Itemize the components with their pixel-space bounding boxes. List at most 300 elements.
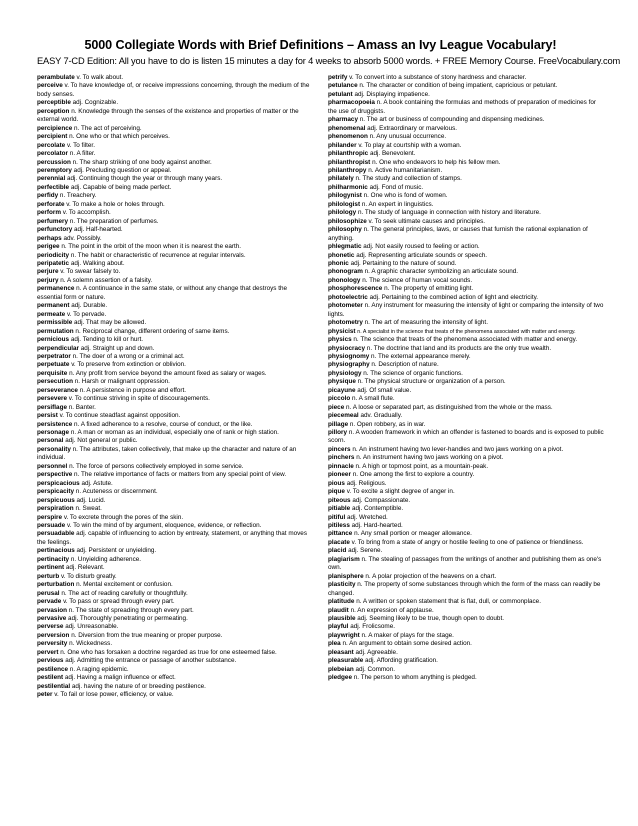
definition-entry xyxy=(328,218,604,226)
entry-word: phonic xyxy=(328,259,349,267)
definition-entry xyxy=(328,184,604,192)
definition-entry xyxy=(37,590,313,598)
entry-definition: n. A specialist in the science that treats of the phenomena associated with matter and energy. xyxy=(357,328,576,335)
entry-word: perambulate xyxy=(37,74,75,81)
entry-word: pharmacy xyxy=(328,116,358,124)
definition-entry xyxy=(328,345,604,353)
entry-definition: n. Description of nature. xyxy=(371,361,439,369)
definition-entry xyxy=(37,184,313,192)
entry-word: perturb xyxy=(37,572,60,580)
entry-definition: adj. Lucid. xyxy=(76,496,106,504)
entry-definition: adj. Representing articulate sounds or speech. xyxy=(356,251,488,259)
definition-entry xyxy=(328,167,604,175)
entry-word: photoelectric xyxy=(328,293,368,301)
definition-entry xyxy=(328,412,604,420)
entry-word: perpendicular xyxy=(37,344,79,352)
entry-definition: adj. Continuing though the year or through many years. xyxy=(66,175,223,183)
entry-definition: n. An instrument having two lever-handles and two jaws working on a pivot. xyxy=(352,445,564,453)
entry-word: pious xyxy=(328,479,345,487)
entry-definition: v. To accomplish. xyxy=(62,209,111,217)
entry-word: perforate xyxy=(37,200,65,208)
entry-definition: n. The general principles, laws, or causes that furnish the rational explanation of anything. xyxy=(328,226,588,242)
entry-definition: adj. Wretched. xyxy=(347,513,388,521)
definition-entry xyxy=(37,167,313,175)
entry-definition: n. A loose or separated part, as distinguished from the whole or the mass. xyxy=(346,403,553,411)
entry-definition: v. To swear falsely to. xyxy=(60,268,121,276)
entry-word: perjure xyxy=(37,268,59,276)
entry-word: piccolo xyxy=(328,395,351,403)
entry-definition: adj. Straight up and down. xyxy=(80,344,155,352)
entry-word: physics xyxy=(328,336,352,344)
entry-definition: n. A graphic character symbolizing an articulate sound. xyxy=(364,268,519,276)
entry-definition: v. To filter. xyxy=(66,141,95,149)
entry-word: physiognomy xyxy=(328,352,370,360)
definition-entry xyxy=(328,243,604,251)
entry-definition: n. Acuteness or discernment. xyxy=(75,488,158,496)
definition-entry xyxy=(37,336,313,344)
entry-definition: n. The act of reading carefully or thoughtfully. xyxy=(61,589,188,597)
definition-entry xyxy=(328,454,604,462)
entry-definition: n. A high or topmost point, as a mountain-peak. xyxy=(355,462,489,470)
entry-definition: n. The art or business of compounding and dispensing medicines. xyxy=(359,116,545,124)
definition-entry xyxy=(328,150,604,158)
entry-definition: n. Treachery. xyxy=(59,192,97,200)
entry-definition: adj. Not general or public. xyxy=(65,437,138,445)
entry-definition: adj. Cognizable. xyxy=(72,99,119,107)
entry-definition: v. To preserve from extinction or oblivion. xyxy=(71,361,186,369)
entry-word: percipient xyxy=(37,133,68,141)
definition-entry xyxy=(37,666,313,674)
entry-definition: adj. Benevolent. xyxy=(369,150,416,158)
definition-entry xyxy=(37,74,313,82)
entry-definition: n. The character or condition of being impatient, capricious or petulant. xyxy=(359,82,558,90)
definition-entry xyxy=(328,99,604,116)
entry-word: persuadable xyxy=(37,530,75,538)
entry-definition: n. A raging epidemic. xyxy=(69,665,129,673)
definition-entry xyxy=(328,488,604,496)
entry-word: perfumery xyxy=(37,217,69,225)
entry-word: plea xyxy=(328,640,341,648)
entry-definition: adj. Not easily roused to feeling or action. xyxy=(363,243,480,251)
entry-word: perspire xyxy=(37,513,63,521)
definition-entry xyxy=(37,328,313,336)
entry-word: pillage xyxy=(328,420,349,428)
entry-definition: v. To convert into a substance of stony hardness and character. xyxy=(349,74,527,81)
entry-word: pitiful xyxy=(328,513,346,521)
entry-word: persistence xyxy=(37,420,73,428)
definition-entry xyxy=(328,252,604,260)
entry-definition: n. Unyielding adherence. xyxy=(70,555,142,563)
entry-definition: n. The science that treats of the phenomena associated with matter and energy. xyxy=(353,336,578,344)
entry-word: perspicacious xyxy=(37,479,80,487)
entry-word: perpetrator xyxy=(37,352,71,360)
definition-entry xyxy=(37,345,313,353)
entry-word: peter xyxy=(37,691,53,699)
entry-definition: n. Any small portion or meager allowance. xyxy=(354,530,472,538)
definition-entry xyxy=(328,497,604,505)
entry-definition: n. An expression of applause. xyxy=(350,606,434,614)
entry-word: perusal xyxy=(37,589,60,597)
entry-word: perturbation xyxy=(37,581,75,589)
definition-entry xyxy=(328,598,604,606)
entry-definition: adj. Displaying impatience. xyxy=(354,90,430,98)
entry-word: perform xyxy=(37,209,61,217)
definition-entry xyxy=(328,387,604,395)
entry-word: perceptible xyxy=(37,99,71,107)
entry-word: persiflage xyxy=(37,403,67,411)
definition-entry xyxy=(37,218,313,226)
definition-entry xyxy=(37,252,313,260)
entry-word: phosphorescence xyxy=(328,285,383,293)
entry-definition: adj. Thoroughly penetrating or permeating. xyxy=(68,615,188,622)
definition-entry xyxy=(37,607,313,615)
definition-entry xyxy=(328,514,604,522)
entry-definition: n. One who is fond of women. xyxy=(363,192,448,200)
definition-entry xyxy=(328,336,604,344)
entry-definition: adj. Frolicsome. xyxy=(350,623,395,631)
entry-word: pestilent xyxy=(37,674,64,682)
entry-word: persuade xyxy=(37,522,66,530)
entry-word: perspiration xyxy=(37,505,74,513)
entry-definition: n. The attributes, taken collectively, that make up the character and nature of an individual. xyxy=(37,445,297,462)
entry-definition: n. Diversion from the true meaning or proper purpose. xyxy=(71,631,223,639)
entry-word: pittance xyxy=(328,530,353,538)
definition-entry xyxy=(328,328,604,336)
definition-entry xyxy=(328,632,604,640)
definition-entry xyxy=(328,91,604,99)
entry-definition: v. To continue striving in spite of discouragements. xyxy=(68,395,210,403)
definition-entry xyxy=(328,446,604,454)
definition-entry xyxy=(328,159,604,167)
entry-definition: adj. Fond of music. xyxy=(369,183,424,191)
entry-word: phenomenal xyxy=(328,124,366,132)
entry-word: perspicuous xyxy=(37,496,75,504)
entry-definition: adj. Half-hearted. xyxy=(74,226,123,234)
entry-definition: adj. Hard-hearted. xyxy=(351,522,403,530)
entry-word: piteous xyxy=(328,496,351,504)
entry-word: piecemeal xyxy=(328,412,359,420)
entry-word: perversity xyxy=(37,640,68,648)
entry-word: peripatetic xyxy=(37,259,70,267)
entry-definition: n. A continuance in the same state, or without any change that destroys the essential form or nature. xyxy=(37,285,288,301)
definition-entry xyxy=(37,623,313,631)
entry-definition: adj. Having a malign influence or effect. xyxy=(64,674,176,682)
definition-entry xyxy=(37,133,313,141)
entry-word: phonogram xyxy=(328,268,363,276)
entry-word: plagiarism xyxy=(328,555,360,563)
entry-definition: v. To disturb greatly. xyxy=(60,572,117,580)
entry-definition: n. The study of language in connection with history and literature. xyxy=(357,209,541,217)
definition-entry xyxy=(37,556,313,564)
entry-definition: adj. Of small value. xyxy=(357,386,412,394)
entry-word: personnel xyxy=(37,462,68,470)
entry-word: pertinacious xyxy=(37,547,75,555)
definition-entry xyxy=(37,615,313,623)
entry-word: persevere xyxy=(37,395,67,403)
entry-word: pinnacle xyxy=(328,462,354,470)
entry-word: perjury xyxy=(37,276,59,284)
definition-entry xyxy=(37,285,313,302)
definition-entry xyxy=(328,209,604,217)
entry-word: perhaps xyxy=(37,234,62,242)
entry-word: pitiless xyxy=(328,522,350,530)
definition-entry xyxy=(37,243,313,251)
entry-definition: n. The sharp striking of one body against another. xyxy=(72,158,212,166)
entry-definition: n. One who or that which perceives. xyxy=(69,133,170,141)
entry-word: placate xyxy=(328,538,350,546)
definition-entry xyxy=(328,480,604,488)
entry-word: philanthropy xyxy=(328,166,367,174)
definition-entry xyxy=(328,175,604,183)
definition-entry xyxy=(328,657,604,665)
entry-definition: n. The art of measuring the intensity of light. xyxy=(364,319,488,327)
entry-word: pinchers xyxy=(328,454,355,462)
definition-entry xyxy=(328,429,604,446)
definition-entry xyxy=(37,514,313,522)
entry-word: photometer xyxy=(328,302,363,310)
entry-definition: adj. Tending to kill or hurt. xyxy=(70,336,144,344)
entry-definition: n. The relative importance of facts or matters from any special point of view. xyxy=(74,471,287,479)
entry-word: playwright xyxy=(328,631,360,639)
entry-definition: v. To pervade. xyxy=(66,310,107,318)
definition-entry xyxy=(328,640,604,648)
entry-word: philander xyxy=(328,141,357,149)
definition-entry xyxy=(328,539,604,547)
entry-definition: n. The physical structure or organization of a person. xyxy=(357,378,506,386)
entry-word: phonetic xyxy=(328,251,355,259)
entry-word: pestilential xyxy=(37,682,71,690)
entry-definition: adj. Contemptible. xyxy=(351,505,404,513)
entry-definition: v. To walk about. xyxy=(76,74,124,81)
entry-definition: n. Any instrument for measuring the intensity of light or comparing the intensity of two lights. xyxy=(328,302,604,318)
entry-word: philologist xyxy=(328,200,361,208)
entry-definition: n. A solemn assertion of a falsity. xyxy=(60,276,153,284)
entry-word: permeate xyxy=(37,310,66,318)
entry-word: plaudit xyxy=(328,606,349,614)
definition-entry xyxy=(37,150,313,158)
entry-definition: adj. Durable. xyxy=(71,302,108,310)
definition-entry xyxy=(37,311,313,319)
entry-word: pincers xyxy=(328,445,351,453)
entry-word: perception xyxy=(37,107,70,115)
definition-entry xyxy=(37,429,313,437)
entry-word: plebeian xyxy=(328,665,354,673)
entry-word: phonology xyxy=(328,276,361,284)
entry-word: pervert xyxy=(37,648,59,656)
definition-entry xyxy=(37,573,313,581)
definition-entry xyxy=(37,412,313,420)
definition-entry xyxy=(37,437,313,445)
entry-definition: n. A maker of plays for the stage. xyxy=(361,631,454,639)
right-column xyxy=(328,74,604,700)
entry-definition: adj. Persistent or unyielding. xyxy=(76,547,157,555)
entry-word: playful xyxy=(328,623,349,631)
entry-word: phlegmatic xyxy=(328,243,362,251)
entry-definition: n. The external appearance merely. xyxy=(371,352,471,360)
entry-definition: v. To excrete through the pores of the skin. xyxy=(63,513,184,521)
entry-definition: adj. Pertaining to the nature of sound. xyxy=(350,259,457,267)
definition-entry xyxy=(328,74,604,82)
entry-word: permanent xyxy=(37,302,70,310)
entry-word: planisphere xyxy=(328,572,364,580)
entry-definition: n. Sweat. xyxy=(75,505,102,513)
entry-word: pestilence xyxy=(37,665,69,673)
definition-entry xyxy=(328,268,604,276)
definition-entry xyxy=(37,480,313,488)
entry-word: philology xyxy=(328,209,357,217)
entry-definition: n. The science of human vocal sounds. xyxy=(362,276,473,284)
entry-definition: n. One who has forsaken a doctrine regarded as true for one esteemed false. xyxy=(60,648,277,656)
entry-word: platitude xyxy=(328,598,355,606)
definition-entry xyxy=(328,471,604,479)
definition-entry xyxy=(37,370,313,378)
entry-word: perigee xyxy=(37,243,60,251)
entry-definition: n. Harsh or malignant oppression. xyxy=(74,378,170,386)
definition-entry xyxy=(37,598,313,606)
definition-entry xyxy=(37,649,313,657)
definition-entry xyxy=(37,302,313,310)
entry-definition: n. The preparation of perfumes. xyxy=(69,217,159,225)
definition-columns xyxy=(37,74,604,700)
entry-definition: adj. Religious. xyxy=(346,479,387,487)
entry-word: pique xyxy=(328,488,345,496)
entry-word: perennial xyxy=(37,175,66,183)
definition-entry xyxy=(328,125,604,133)
definition-entry xyxy=(328,192,604,200)
entry-word: physiology xyxy=(328,369,362,377)
entry-word: petulance xyxy=(328,82,358,90)
entry-word: percolator xyxy=(37,150,69,158)
left-column xyxy=(37,74,313,700)
definition-entry xyxy=(37,421,313,429)
entry-definition: n. The state of spreading through every part. xyxy=(68,606,194,614)
definition-entry xyxy=(328,201,604,209)
definition-entry xyxy=(37,361,313,369)
entry-word: pledgee xyxy=(328,674,352,682)
definition-entry xyxy=(328,615,604,623)
entry-definition: adv. Possibly. xyxy=(63,234,102,242)
entry-word: perverse xyxy=(37,623,64,631)
definition-entry xyxy=(37,395,313,403)
entry-word: plausible xyxy=(328,615,356,622)
entry-word: pleasurable xyxy=(328,657,364,665)
entry-word: pertinent xyxy=(37,564,65,572)
entry-definition: n. A written or spoken statement that is flat, dull, or commonplace. xyxy=(356,598,541,606)
entry-definition: v. To pass or spread through every part. xyxy=(63,598,175,606)
definition-entry xyxy=(328,116,604,124)
entry-word: perseverance xyxy=(37,386,78,394)
entry-word: pernicious xyxy=(37,336,70,344)
entry-word: physique xyxy=(328,378,356,386)
definition-entry xyxy=(328,277,604,285)
entry-definition: n. One who endeavors to help his fellow men. xyxy=(372,158,501,166)
definition-entry xyxy=(37,581,313,589)
entry-word: permanence xyxy=(37,285,75,293)
entry-definition: n. A filter. xyxy=(69,150,96,158)
entry-definition: n. Mental excitement or confusion. xyxy=(76,581,173,589)
definition-entry xyxy=(37,277,313,285)
definition-entry xyxy=(328,581,604,598)
definition-entry xyxy=(37,505,313,513)
entry-definition: n. An expert in linguistics. xyxy=(361,200,434,208)
entry-definition: n. The science of organic functions. xyxy=(363,369,463,377)
entry-definition: adj. Precluding question or appeal. xyxy=(73,166,172,174)
definition-entry xyxy=(37,657,313,665)
definition-entry xyxy=(37,192,313,200)
definition-entry xyxy=(328,82,604,90)
definition-entry xyxy=(328,522,604,530)
entry-definition: adj. Extraordinary or marvelous. xyxy=(367,124,458,132)
entry-definition: adj. Relevant. xyxy=(65,564,105,572)
entry-word: philately xyxy=(328,175,354,183)
entry-definition: n. Reciprocal change, different ordering of same items. xyxy=(75,327,230,335)
entry-definition: n. Knowledge through the senses of the existence and properties of matter or the external world. xyxy=(37,107,299,124)
entry-definition: v. To bring from a state of angry or hostile feeling to one of patience or friendliness. xyxy=(351,538,584,546)
definition-entry xyxy=(37,488,313,496)
definition-entry xyxy=(37,235,313,243)
definition-entry xyxy=(37,378,313,386)
entry-definition: adj. Capable of being made perfect. xyxy=(70,183,172,191)
entry-definition: adj. Unreasonable. xyxy=(65,623,119,631)
entry-word: philanthropic xyxy=(328,150,369,158)
definition-entry xyxy=(328,530,604,538)
entry-definition: n. A book containing the formulas and methods of preparation of medicines for the use of druggists. xyxy=(328,99,597,115)
definition-entry xyxy=(37,471,313,479)
definition-entry xyxy=(37,260,313,268)
entry-definition: n. The point in the orbit of the moon when it is nearest the earth. xyxy=(61,243,242,251)
entry-word: persecution xyxy=(37,378,73,386)
definition-entry xyxy=(37,142,313,150)
definition-entry xyxy=(328,607,604,615)
definition-entry xyxy=(328,666,604,674)
entry-definition: n. The property of some substances through which the form of the mass can readily be changed. xyxy=(328,581,601,597)
entry-word: pillory xyxy=(328,429,348,437)
entry-word: pertinacity xyxy=(37,555,70,563)
entry-word: perceive xyxy=(37,82,63,90)
entry-word: plasticity xyxy=(328,581,356,589)
entry-word: personality xyxy=(37,445,71,453)
definition-entry xyxy=(37,530,313,547)
entry-definition: adj. having the nature of or breeding pestilence. xyxy=(71,682,206,690)
entry-word: pervade xyxy=(37,598,62,606)
definition-entry xyxy=(37,82,313,99)
entry-definition: n. The act of perceiving. xyxy=(74,124,142,132)
entry-word: perquisite xyxy=(37,369,68,377)
entry-word: picayune xyxy=(328,386,356,394)
entry-definition: n. An argument to obtain some desired action. xyxy=(342,640,472,648)
definition-entry xyxy=(328,556,604,573)
entry-word: philharmonic xyxy=(328,183,368,191)
entry-word: pervious xyxy=(37,657,64,665)
entry-word: pervasive xyxy=(37,615,67,622)
definition-entry xyxy=(328,404,604,412)
entry-word: pleasant xyxy=(328,648,354,656)
entry-word: petulant xyxy=(328,90,353,98)
definition-entry xyxy=(37,404,313,412)
entry-definition: n. The force of persons collectively employed in some service. xyxy=(69,462,244,470)
entry-definition: adj. Common. xyxy=(355,665,395,673)
entry-word: physiocracy xyxy=(328,344,366,352)
entry-definition: adj. Admitting the entrance or passage of another substance. xyxy=(65,657,237,665)
entry-definition: n. The study and collection of stamps. xyxy=(355,175,462,183)
entry-word: physiography xyxy=(328,361,370,369)
entry-definition: adj. Agreeable. xyxy=(355,648,398,656)
entry-definition: n. A man or woman as an individual, especially one of rank or high station. xyxy=(70,429,279,437)
definition-entry xyxy=(37,99,313,107)
entry-definition: n. A persistence in purpose and effort. xyxy=(79,386,187,394)
entry-word: perspicacity xyxy=(37,488,75,496)
entry-word: pitiable xyxy=(328,505,351,513)
